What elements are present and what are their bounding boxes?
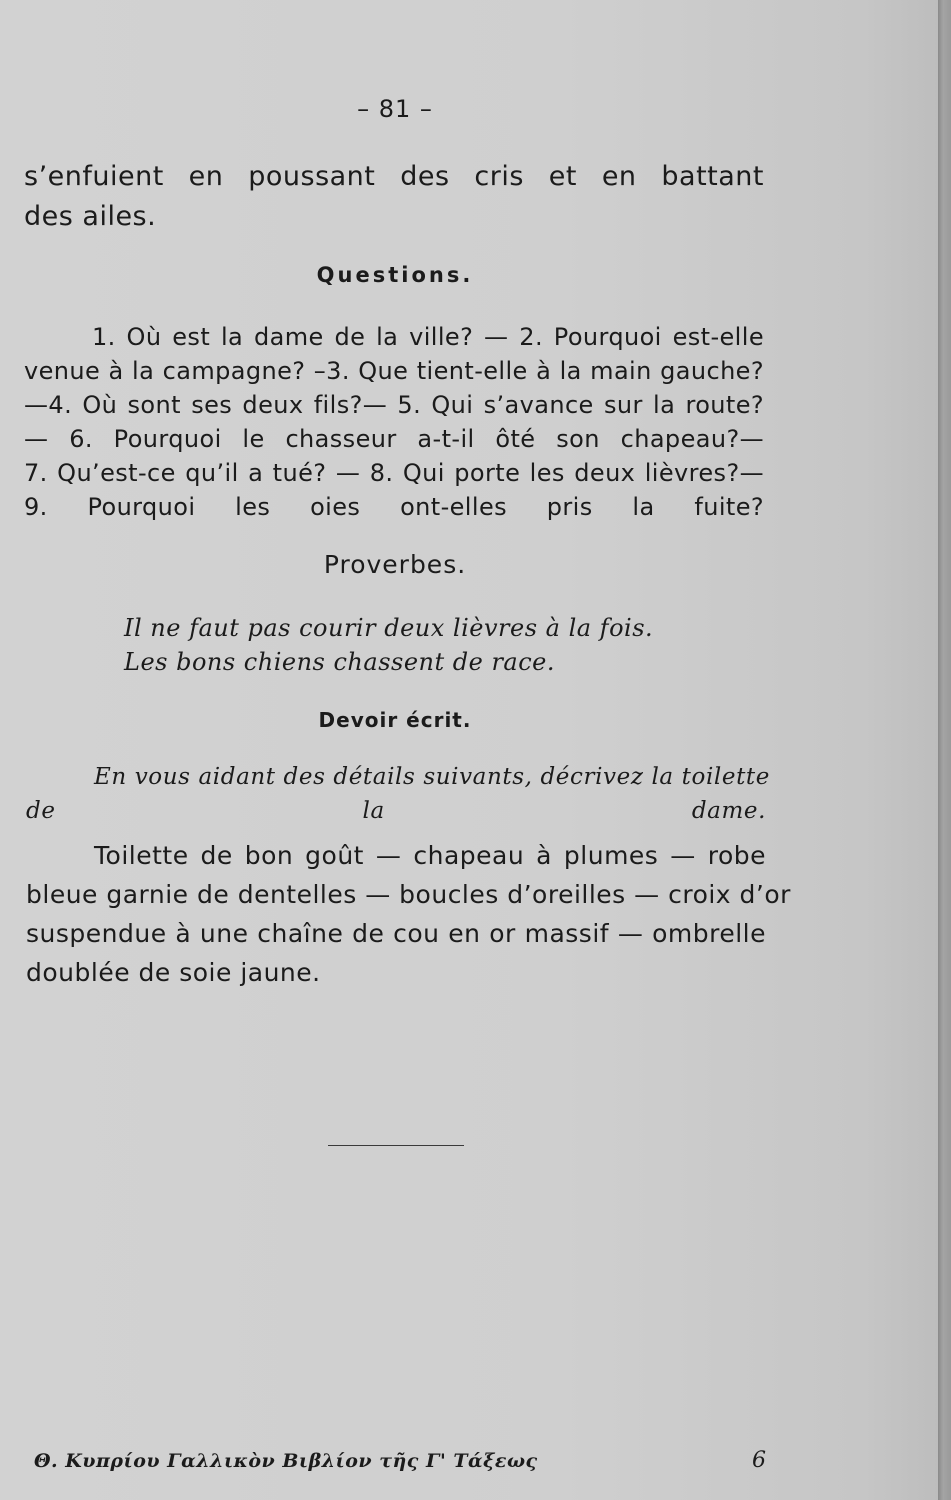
detail-line: Toilette de bon goût — chapeau à plumes — robe — [94, 841, 766, 870]
instruction-line: En vous aidant des détails suivants, décrivez la toilette — [94, 764, 770, 790]
question-line: 9. Pourquoi les oies ont-elles pris la fuite? — [24, 493, 764, 521]
intro-paragraph — [24, 157, 764, 237]
question-line: 7. Qu’est-ce qu’il a tué? — 8. Qui porte les deux lièvres?— — [24, 459, 764, 487]
questions-heading: Questions. — [316, 263, 474, 287]
question-line: 1. Où est la dame de la ville? — 2. Pourquoi est-elle — [92, 323, 764, 351]
devoir-heading: Devoir écrit. — [318, 708, 472, 732]
page-edge — [938, 0, 951, 1500]
detail-line: doublée de soie jaune. — [26, 958, 321, 987]
page-number: – 81 – — [357, 95, 433, 123]
proverbs-heading: Proverbes. — [323, 550, 467, 579]
proverb-line: Il ne faut pas courir deux lièvres à la fois. — [124, 614, 654, 642]
footer-signature: 6 — [752, 1448, 766, 1473]
detail-line: bleue garnie de dentelles — boucles d’oreilles — croix d’or — [26, 880, 791, 909]
footer-title: Θ. Κυπρίου Γαλλικὸν Βιβλίον τῆς Γ' Τάξεως — [34, 1450, 538, 1472]
instruction-line: de la dame. — [26, 798, 766, 824]
questions-paragraph — [24, 320, 764, 524]
proverbs-block — [124, 611, 724, 679]
question-line: —4. Où sont ses deux fils?— 5. Qui s’avance sur la route? — [24, 391, 764, 419]
question-line: venue à la campagne? –3. Que tient-elle à la main gauche? — [24, 357, 764, 385]
text-line: s’enfuient en poussant des cris et en battant — [24, 161, 764, 192]
proverb-line: Les bons chiens chassent de race. — [124, 648, 556, 676]
devoir-details — [26, 836, 791, 992]
detail-line: suspendue à une chaîne de cou en or massif — ombrelle — [26, 919, 766, 948]
devoir-instruction — [26, 760, 770, 828]
text-line: des ailes. — [24, 201, 157, 232]
question-line: — 6. Pourquoi le chasseur a-t-il ôté son chapeau?— — [24, 425, 764, 453]
section-divider — [328, 1145, 464, 1146]
